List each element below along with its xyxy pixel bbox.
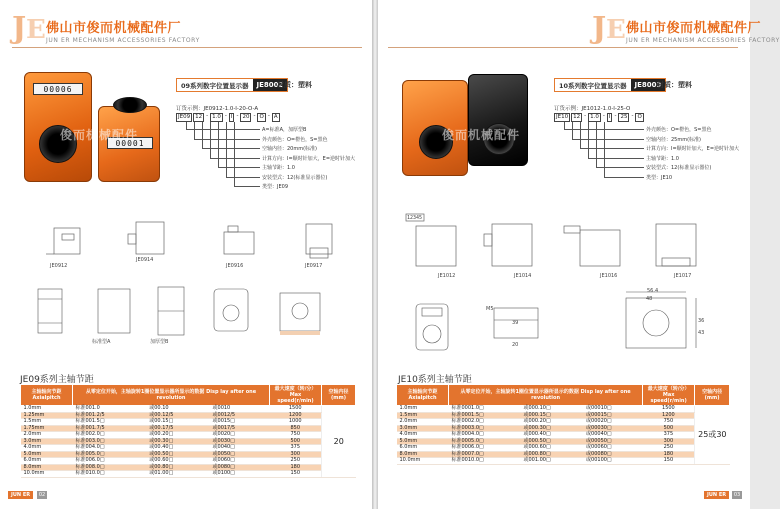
order-code-part: A — [273, 114, 278, 120]
table-cell: 或00010□ — [583, 406, 643, 413]
table-cell: 4.0mm — [21, 445, 73, 452]
col-header-pitch-right: 主轴轴向节距 Axialpitch — [397, 385, 449, 406]
bore-diameter-cell: 20 — [322, 406, 356, 478]
drawing-top-view-bore — [223, 305, 239, 321]
table-cell: 或00.15□ — [146, 419, 209, 426]
table-cell: 标准0001.0□ — [449, 406, 521, 413]
drawing-je0914-tab — [128, 234, 136, 244]
table-cell: 1200 — [643, 412, 695, 419]
header-divider-right — [388, 47, 738, 48]
table-cell: 或0050□ — [210, 451, 270, 458]
drawing-label-je0912: JE0912 — [50, 263, 68, 269]
dim-label-side: 39 — [512, 320, 519, 326]
counter-box-label: 12345 — [407, 215, 423, 221]
table-cell: 或0100□ — [210, 471, 270, 478]
drawing-label-je1014: JE1014 — [514, 273, 532, 279]
table-cell: 1.75mm — [21, 425, 73, 432]
table-cell: 1000 — [270, 419, 322, 426]
table-cell: 标准001.0 — [73, 406, 147, 413]
order-code-part: 1.0 — [212, 114, 221, 120]
table-header-row — [21, 385, 356, 406]
table-cell: 标准0001.5□ — [449, 412, 521, 419]
order-code-part: - — [253, 113, 256, 119]
table-row — [21, 471, 356, 478]
photo-watermark-right: 俊而机械配件 — [442, 128, 521, 142]
table-cell: 或000.10□ — [520, 406, 583, 413]
logo-letter-e: E — [26, 15, 46, 45]
bore-diameter-cell: 25或30 — [695, 406, 730, 465]
order-code-part: - — [631, 113, 634, 119]
counter-window-2: 00001 — [107, 137, 153, 149]
drawing-label-je1017: JE1017 — [674, 273, 692, 279]
dim-label-inner-width: 48 — [646, 296, 653, 302]
drawing-je0912-body — [54, 228, 80, 254]
order-code-part: - — [206, 113, 209, 119]
table-cell: 或0030□ — [210, 438, 270, 445]
drawing-je10-mount-bore — [643, 310, 669, 336]
legend-line: A=标准A，加厚型B — [262, 127, 307, 133]
drawing-label-je1012: JE1012 — [438, 273, 456, 279]
table-cell: 或00015□ — [583, 412, 643, 419]
order-code-part: - — [224, 113, 227, 119]
footer-brand-right: JUN ER — [704, 491, 729, 499]
drawing-je1017-base — [662, 258, 690, 266]
table-cell: 250 — [643, 445, 695, 452]
company-name-cn-right: 佛山市俊而机械配件厂 — [626, 21, 762, 36]
drawing-label-je1016: JE1016 — [600, 273, 618, 279]
legend-line: 空轴内径：20mm(标准) — [262, 146, 318, 152]
legend-line: 计算方向：I=顺时针加大，E=逆时针加大 — [646, 146, 740, 152]
table-cell: 1.5mm — [21, 419, 73, 426]
table-cell: 或00.10 — [146, 406, 209, 413]
shaft-hole-top — [113, 97, 147, 113]
table-cell: 180 — [270, 464, 322, 471]
table-cell: 750 — [643, 419, 695, 426]
table-cell: 2.0mm — [21, 432, 73, 439]
order-example-right: 订货示例：JE1012-1.0-I-25-O — [554, 106, 631, 112]
table-cell: 或00.20□ — [146, 432, 209, 439]
order-code-part: 1.0 — [590, 114, 599, 120]
section-label-b: 加厚型B — [150, 339, 169, 345]
table-cell: 或00.12/5 — [146, 412, 209, 419]
table-section-title: JE09系列主轴节距 — [20, 375, 94, 385]
catalog-page-right — [378, 0, 780, 509]
table-cell: 1500 — [270, 406, 322, 413]
table-cell: 180 — [643, 451, 695, 458]
table-cell: 8.0mm — [21, 464, 73, 471]
table-cell: 或00020□ — [583, 419, 643, 426]
table-cell: 标准0010.0□ — [449, 458, 521, 465]
indicator-black-image — [468, 74, 528, 166]
table-cell: 标准0003.0□ — [449, 425, 521, 432]
table-cell: 或00050□ — [583, 438, 643, 445]
table-cell: 或0060□ — [210, 458, 270, 465]
table-cell: 500 — [270, 438, 322, 445]
order-code-part: I — [608, 114, 611, 120]
table-cell: 6.0mm — [397, 445, 449, 452]
legend-line: 安装型式：12(标准显示器位) — [646, 165, 712, 171]
table-cell: 或00030□ — [583, 425, 643, 432]
company-logo — [12, 11, 46, 46]
order-code-part: JE10 — [556, 114, 569, 120]
order-code-part: JE09 — [178, 114, 191, 120]
order-code-part: O — [259, 114, 264, 120]
order-code-boxes-right — [554, 113, 644, 122]
table-cell: 375 — [643, 432, 695, 439]
table-cell: 或0010 — [210, 406, 270, 413]
table-cell: 150 — [270, 471, 322, 478]
header-divider — [12, 47, 362, 48]
product-title-box-right — [554, 78, 666, 92]
drawings-je10-dimension-views — [406, 288, 728, 358]
table-cell: 或000.20□ — [520, 419, 583, 426]
table-cell: 或00.50□ — [146, 451, 209, 458]
col-header-display-right: 从零定位开始，主轴旋转1圈位置显示器所显示的数据 Disp lay after one revolution — [449, 385, 643, 406]
product-code-right: JE8003 — [631, 79, 666, 91]
product-title: 09系列数字位置显示器 — [181, 81, 249, 90]
page-number-right: 03 — [733, 492, 741, 498]
drawing-je0917-base — [310, 248, 328, 258]
catalog-page-left — [0, 0, 372, 509]
order-example: 订货示例：JE0912-1.0-I-20-O-A — [176, 106, 259, 112]
table-cell: 标准0006.0□ — [449, 445, 521, 452]
drawing-mount-view — [280, 293, 320, 331]
table-cell: 标准002.0□ — [73, 432, 147, 439]
drawing-je0916-body — [224, 232, 254, 254]
order-code-part: 20 — [242, 114, 250, 120]
table-cell: 标准010.0□ — [73, 471, 147, 478]
drawing-label-je0914: JE0914 — [136, 257, 154, 263]
drawing-je0912-window — [62, 234, 74, 240]
dim-label-height: 36 — [698, 318, 705, 324]
table-row — [397, 458, 730, 465]
table-cell: 4.0mm — [397, 432, 449, 439]
table-header-row-right — [397, 385, 730, 406]
table-cell: 750 — [270, 432, 322, 439]
table-cell: 标准008.0□ — [73, 464, 147, 471]
order-code-part: 25 — [620, 114, 628, 120]
footer-brand: JUN ER — [8, 491, 33, 499]
table-cell: 标准001.5□ — [73, 419, 147, 426]
table-cell: 或00.60□ — [146, 458, 209, 465]
table-cell: 375 — [270, 445, 322, 452]
drawing-je1016-body — [580, 230, 620, 266]
table-cell: 150 — [643, 458, 695, 465]
table-cell: 250 — [270, 458, 322, 465]
drawing-top-view — [214, 289, 248, 331]
company-name-en: JUN ER MECHANISM ACCESSORIES FACTORY — [46, 37, 200, 44]
order-code-part: 12 — [573, 114, 581, 120]
table-cell: 或00100□ — [583, 458, 643, 465]
dim-label-thread: M5 — [486, 306, 494, 312]
table-cell: 5.0mm — [21, 451, 73, 458]
table-cell: 标准004.0□ — [73, 445, 147, 452]
order-code-part: - — [614, 113, 617, 119]
drawings-dimension-views — [28, 283, 350, 345]
legend-line: 外壳颜色：O=橙色，S=黑色 — [646, 127, 712, 133]
indicator-side-image — [98, 106, 160, 182]
logo-letter-e-right: E — [606, 15, 626, 45]
product-title-box — [176, 78, 288, 92]
table-cell: 5.0mm — [397, 438, 449, 445]
table-cell: 或000.60□ — [520, 445, 583, 452]
table-cell: 3.0mm — [397, 425, 449, 432]
table-cell: 标准005.0□ — [73, 451, 147, 458]
photo-watermark: 俊而机械配件 — [60, 128, 139, 142]
counter-window: 00006 — [33, 83, 83, 95]
order-code-part: - — [236, 113, 239, 119]
col-header-bore-right: 空轴内径 (mm) — [695, 385, 730, 406]
table-cell: 或00.40□ — [146, 445, 209, 452]
drawing-je0916-tab — [228, 226, 238, 232]
table-cell: 标准001.2/5 — [73, 412, 147, 419]
legend-line: 空轴内径：25mm(标准) — [646, 136, 702, 143]
pitch-spec-table-right — [396, 384, 730, 465]
order-code-part: I — [230, 114, 233, 120]
table-cell: 或0040□ — [210, 445, 270, 452]
legend-line: 安装型式：12(标准显示器位) — [262, 174, 328, 181]
material-label-right: 材质：塑料 — [657, 81, 692, 89]
table-cell: 1.0mm — [21, 406, 73, 413]
order-code-part: - — [267, 113, 270, 119]
table-cell: 300 — [270, 451, 322, 458]
logo-letter-j: J — [12, 11, 27, 46]
legend-line: 主轴节距：1.0 — [646, 155, 679, 162]
legend-line: 类型：JE09 — [262, 184, 288, 190]
drawings-je10-side-views — [394, 210, 724, 282]
table-cell: 或0012/5 — [210, 412, 270, 419]
drawing-je10-mount — [626, 298, 686, 348]
table-cell: 6.0mm — [21, 458, 73, 465]
drawing-je0914-body — [136, 222, 164, 254]
table-cell: 标准006.0□ — [73, 458, 147, 465]
page-number: 02 — [38, 492, 46, 498]
legend-leader-line — [234, 122, 260, 187]
table-cell: 或00.17/5 — [146, 425, 209, 432]
table-section-title-right: JE10系列主轴节距 — [398, 375, 472, 385]
table-cell: 10.0mm — [397, 458, 449, 465]
table-cell: 或00040□ — [583, 432, 643, 439]
table-cell: 标准0002.0□ — [449, 419, 521, 426]
table-cell: 10.0mm — [21, 471, 73, 478]
table-cell: 或000.40□ — [520, 432, 583, 439]
logo-letter-j-right: J — [592, 11, 607, 46]
table-cell: 或000.15□ — [520, 412, 583, 419]
table-cell: 或01.00□ — [146, 471, 209, 478]
drawing-je1012-body — [416, 226, 456, 266]
table-cell: 标准003.0□ — [73, 438, 147, 445]
table-cell: 300 — [643, 438, 695, 445]
legend-line: 计算方向：I=顺时针加大，E=逆时针加大 — [262, 155, 356, 162]
product-code: JE8002 — [253, 79, 288, 91]
table-cell: 850 — [270, 425, 322, 432]
company-logo-right — [592, 11, 626, 46]
table-cell: 标准001.7/5 — [73, 425, 147, 432]
material-label: 材质：塑料 — [277, 81, 312, 89]
table-cell: 或0080□ — [210, 464, 270, 471]
drawing-je10-bore — [423, 325, 441, 343]
legend-line: 主轴节距：1.0 — [262, 165, 295, 171]
order-code-part: - — [602, 113, 605, 119]
dim-label-width: 56.4 — [647, 288, 659, 294]
col-header-display: 从零定位开始，主轴旋转1圈位置显示器所显示的数据 Disp lay after one revolution — [73, 385, 270, 406]
table-cell: 标准0005.0□ — [449, 438, 521, 445]
order-code-part: - — [584, 113, 587, 119]
order-code-part: 12 — [195, 114, 203, 120]
table-cell: 或0020□ — [210, 432, 270, 439]
col-header-bore: 空轴内径 (mm) — [322, 385, 356, 406]
pitch-spec-table — [20, 384, 356, 478]
table-cell: 或001.00□ — [520, 458, 583, 465]
company-name-cn: 佛山市俊而机械配件厂 — [46, 21, 182, 36]
table-cell: 或000.50□ — [520, 438, 583, 445]
table-cell: 或0017/5 — [210, 425, 270, 432]
table-cell: 或00.80□ — [146, 464, 209, 471]
table-cell: 或0015□ — [210, 419, 270, 426]
legend-leader-line — [604, 122, 644, 178]
table-cell: 1200 — [270, 412, 322, 419]
col-header-speed-right: 最大速度（转/分） Max speed(r/min) — [643, 385, 695, 406]
product-photo-je09 — [20, 62, 170, 190]
legend-line: 外壳颜色：O=橙色，S=黑色 — [262, 136, 328, 143]
drawing-label-je0916: JE0916 — [226, 263, 244, 269]
table-cell: 标准0004.0□ — [449, 432, 521, 439]
col-header-speed: 最大速度（转/分） Max speed(r/min) — [270, 385, 322, 406]
table-cell: 8.0mm — [397, 451, 449, 458]
table-cell: 或00060□ — [583, 445, 643, 452]
table-cell: 3.0mm — [21, 438, 73, 445]
table-cell: 或00080□ — [583, 451, 643, 458]
section-label-a: 标准型A — [92, 339, 111, 345]
table-cell: 1.0mm — [397, 406, 449, 413]
table-cell: 1.25mm — [21, 412, 73, 419]
company-name-en-right: JUN ER MECHANISM ACCESSORIES FACTORY — [626, 37, 780, 44]
drawing-std-a-front — [98, 289, 130, 333]
table-cell: 或000.80□ — [520, 451, 583, 458]
drawing-je1016-counter — [564, 226, 580, 233]
drawing-label-je0917: JE0917 — [305, 263, 323, 269]
drawing-mount-bore — [292, 303, 308, 319]
drawing-mount-base — [280, 331, 320, 335]
product-photo-je10 — [396, 62, 544, 190]
dim-label-height-2: 43 — [698, 330, 705, 336]
order-code-boxes — [176, 113, 280, 122]
table-cell: 500 — [643, 425, 695, 432]
drawing-je10-window — [422, 308, 442, 316]
table-cell: 1500 — [643, 406, 695, 413]
drawing-std-a-side — [38, 289, 62, 333]
product-title-right: 10系列数字位置显示器 — [559, 81, 627, 90]
table-cell: 2.0mm — [397, 419, 449, 426]
table-cell: 1.5mm — [397, 412, 449, 419]
order-code-part: O — [637, 114, 642, 120]
legend-line: 类型：JE10 — [646, 174, 672, 181]
drawing-je1014-tab — [484, 234, 492, 246]
col-header-pitch: 主轴轴向节距 Axialpitch — [21, 385, 73, 406]
table-cell: 或00.30□ — [146, 438, 209, 445]
drawing-je1014-body — [492, 224, 532, 266]
table-cell: 或000.30□ — [520, 425, 583, 432]
dim-label-base: 20 — [512, 342, 519, 348]
table-cell: 标准0007.0□ — [449, 451, 521, 458]
